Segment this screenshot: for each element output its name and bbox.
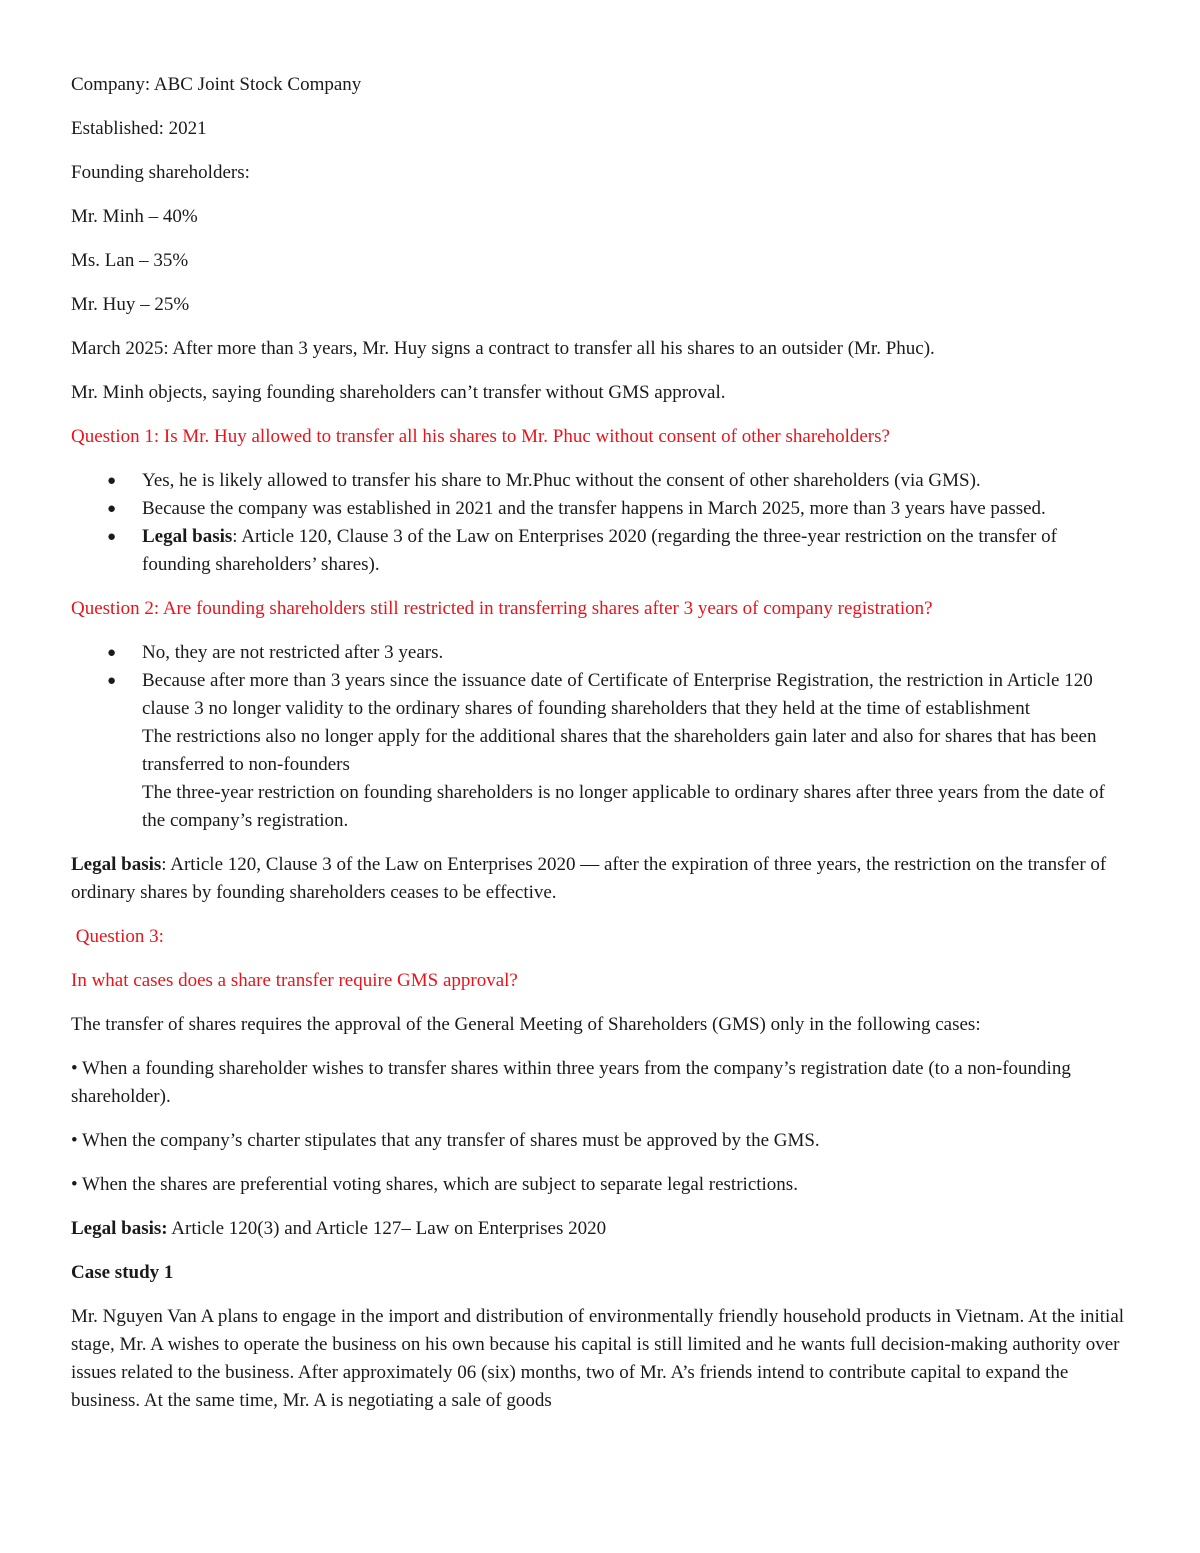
event-line: March 2025: After more than 3 years, Mr. Huy signs a contract to transfer all his shares to an outsider (Mr. Phuc). [71, 338, 935, 359]
bullet-icon: ● [107, 501, 117, 517]
established-line: Established: 2021 [71, 118, 207, 139]
list-item-text: : Article 120, Clause 3 of the Law on Enterprises 2020 (regarding the three-year restriction on the transfer of founding shareholders’ shares). [142, 526, 1057, 575]
shareholder-line: Mr. Huy – 25% [71, 294, 190, 315]
list-item-text: Because after more than 3 years since the issuance date of Certificate of Enterprise Registration, the restriction in Article 120 clause 3 no longer validity to the ordinary shares of founding shareholders that they held at the time of establishment [142, 670, 1093, 719]
list-item-text: No, they are not restricted after 3 years. [142, 642, 444, 663]
list-item [71, 639, 1130, 667]
bullet-icon: ● [107, 645, 117, 661]
bullet-icon: ● [107, 529, 117, 545]
question-3-intro: The transfer of shares requires the approval of the General Meeting of Shareholders (GMS) only in the following cases: [71, 1014, 981, 1035]
answer-1-list [71, 467, 1130, 579]
case-study-body: Mr. Nguyen Van A plans to engage in the import and distribution of environmentally friendly household products in Vietnam. At the initial stage, Mr. A wishes to operate the business on his own because his capital is still limited and he wants full decision-making authority over issues related to the business. After approximately 06 (six) months, two of Mr. A’s friends intend to contribute capital to expand the business. At the same time, Mr. A is negotiating a sale of goods [71, 1306, 1125, 1411]
legal-basis-text: : Article 120, Clause 3 of the Law on Enterprises 2020 — after the expiration of three years, the restriction on the transfer of ordinary shares by founding shareholders ceases to be effective. [71, 854, 1107, 903]
list-item-text: Yes, he is likely allowed to transfer his share to Mr.Phuc without the consent of other shareholders (via GMS). [142, 470, 981, 491]
legal-basis-paragraph [71, 1215, 1130, 1243]
legal-basis-label: Legal basis [71, 854, 162, 875]
gms-case-2: • When the company’s charter stipulates that any transfer of shares must be approved by the GMS. [71, 1130, 820, 1151]
list-item [71, 523, 1130, 579]
gms-case-3: • When the shares are preferential voting shares, which are subject to separate legal restrictions. [71, 1174, 798, 1195]
list-item [71, 667, 1130, 835]
objection-line: Mr. Minh objects, saying founding shareholders can’t transfer without GMS approval. [71, 382, 726, 403]
question-3-heading: Question 3: [71, 926, 164, 947]
gms-case-1: • When a founding shareholder wishes to transfer shares within three years from the company’s registration date (to a non-founding shareholder). [71, 1058, 1071, 1107]
question-3: In what cases does a share transfer require GMS approval? [71, 970, 518, 991]
list-item [71, 495, 1130, 523]
bullet-icon: ● [107, 473, 117, 489]
question-2: Question 2: Are founding shareholders still restricted in transferring shares after 3 years of company registration? [71, 598, 933, 619]
list-item-text: Because the company was established in 2021 and the transfer happens in March 2025, more than 3 years have passed. [142, 498, 1046, 519]
list-item-text: The restrictions also no longer apply for the additional shares that the shareholders gain later and also for shares that has been transferred to non-founders [142, 726, 1097, 775]
answer-2-list [71, 639, 1130, 835]
legal-basis-paragraph [71, 851, 1130, 907]
legal-basis-label: Legal basis [142, 526, 233, 547]
case-study-title: Case study 1 [71, 1262, 174, 1283]
founding-shareholders-label: Founding shareholders: [71, 162, 250, 183]
shareholder-line: Ms. Lan – 35% [71, 250, 189, 271]
question-1: Question 1: Is Mr. Huy allowed to transfer all his shares to Mr. Phuc without consent of other shareholders? [71, 426, 890, 447]
shareholder-line: Mr. Minh – 40% [71, 206, 198, 227]
legal-basis-text: Article 120(3) and Article 127– Law on Enterprises 2020 [167, 1218, 607, 1239]
company-line: Company: ABC Joint Stock Company [71, 74, 362, 95]
bullet-icon: ● [107, 673, 117, 689]
list-item [71, 467, 1130, 495]
legal-basis-label: Legal basis: [71, 1218, 168, 1239]
list-item-text: The three-year restriction on founding shareholders is no longer applicable to ordinary shares after three years from the date of the company’s registration. [142, 782, 1105, 831]
